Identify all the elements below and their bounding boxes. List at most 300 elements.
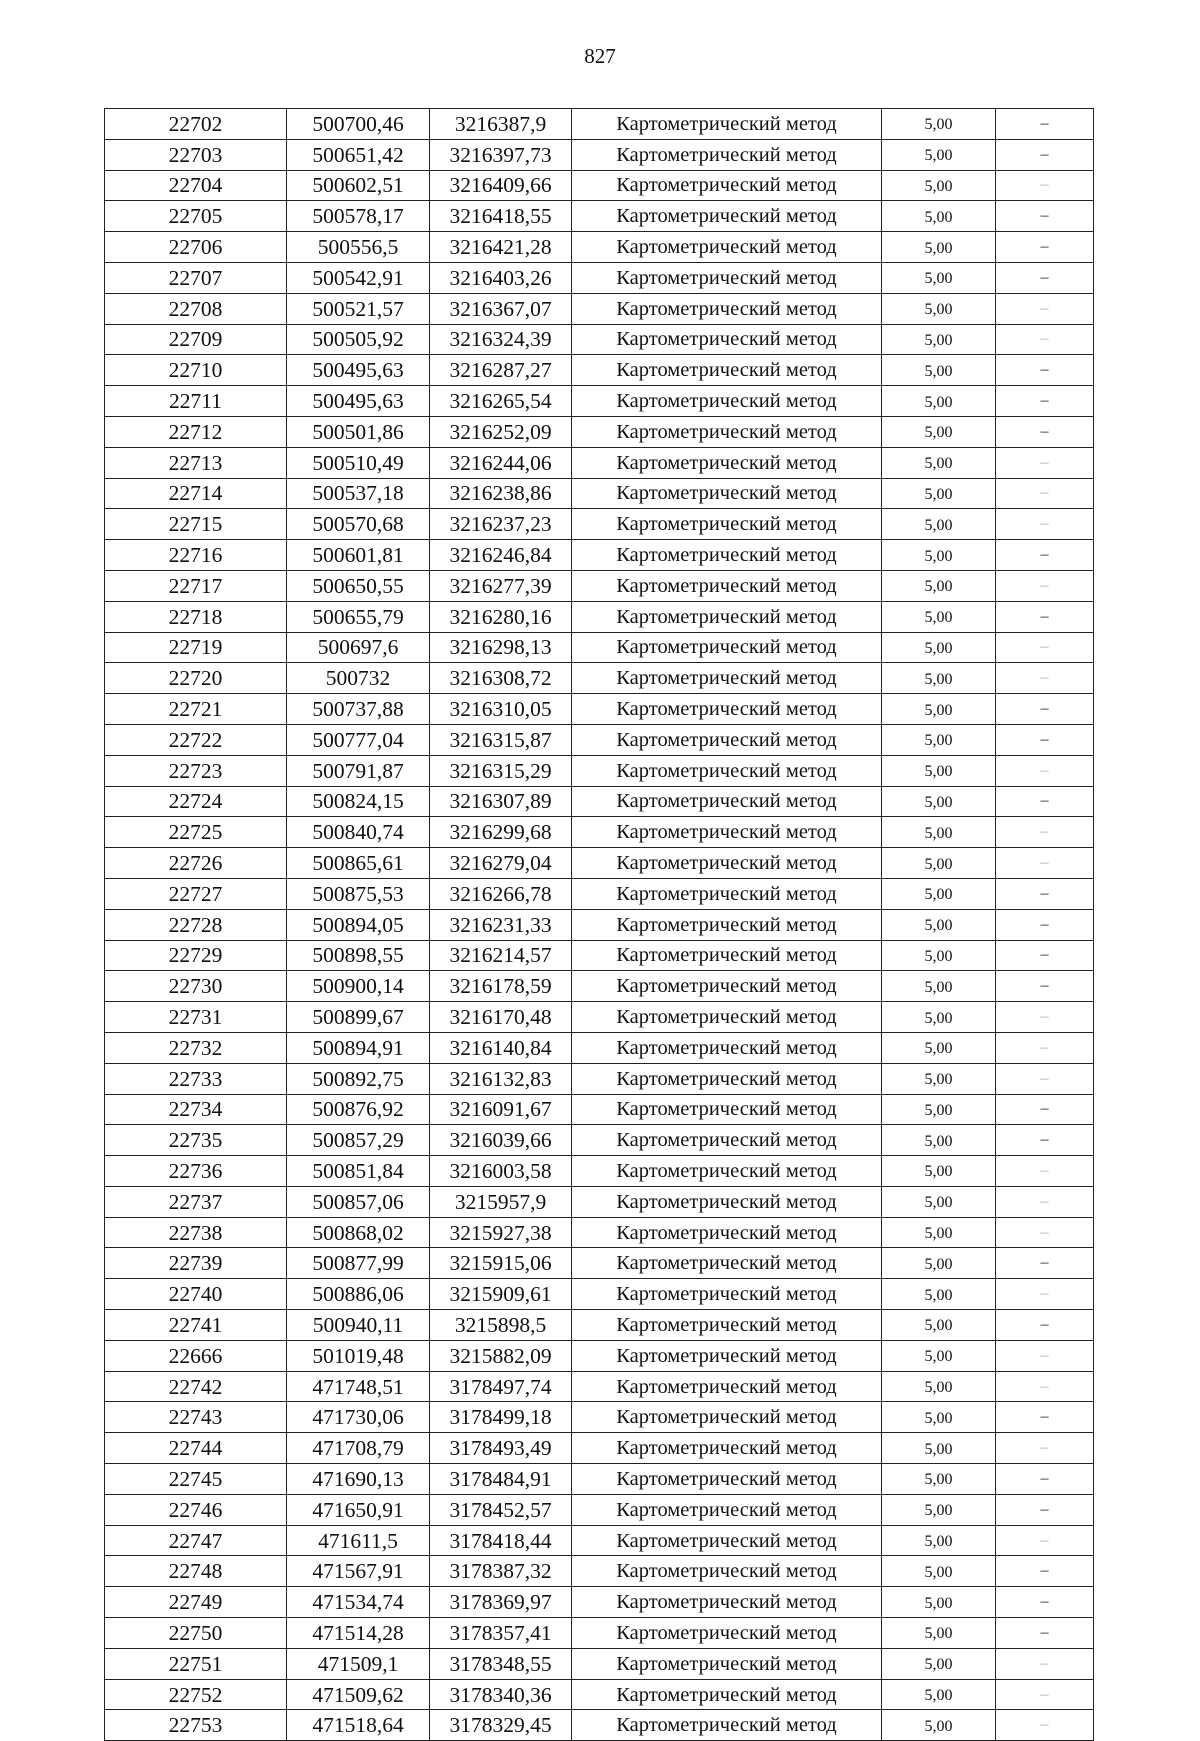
note-cell: – [996, 1679, 1094, 1710]
method-cell: Картометрический метод [572, 1310, 882, 1341]
method-cell: Картометрический метод [572, 971, 882, 1002]
table-row [105, 232, 1094, 263]
y-coordinate-cell: 3178418,44 [430, 1525, 572, 1556]
note-cell: – [996, 201, 1094, 232]
y-coordinate-cell: 3178348,55 [430, 1648, 572, 1679]
y-coordinate-cell: 3178329,45 [430, 1710, 572, 1741]
table-row [105, 817, 1094, 848]
y-coordinate-cell: 3216409,66 [430, 170, 572, 201]
x-coordinate-cell: 500900,14 [287, 971, 430, 1002]
point-number-cell: 22739 [105, 1248, 287, 1279]
error-cell: 5,00 [882, 1525, 996, 1556]
error-cell: 5,00 [882, 293, 996, 324]
error-cell: 5,00 [882, 1310, 996, 1341]
point-number-cell: 22744 [105, 1433, 287, 1464]
y-coordinate-cell: 3216238,86 [430, 478, 572, 509]
error-cell: 5,00 [882, 601, 996, 632]
table-row [105, 848, 1094, 879]
error-cell: 5,00 [882, 1402, 996, 1433]
table-row [105, 601, 1094, 632]
method-cell: Картометрический метод [572, 1217, 882, 1248]
note-cell: – [996, 940, 1094, 971]
method-cell: Картометрический метод [572, 1402, 882, 1433]
method-cell: Картометрический метод [572, 386, 882, 417]
point-number-cell: 22704 [105, 170, 287, 201]
note-cell: – [996, 632, 1094, 663]
table-row [105, 1464, 1094, 1495]
x-coordinate-cell: 500886,06 [287, 1279, 430, 1310]
method-cell: Картометрический метод [572, 540, 882, 571]
method-cell: Картометрический метод [572, 139, 882, 170]
x-coordinate-cell: 500651,42 [287, 139, 430, 170]
method-cell: Картометрический метод [572, 848, 882, 879]
point-number-cell: 22748 [105, 1556, 287, 1587]
page-number: 827 [584, 44, 616, 68]
point-number-cell: 22749 [105, 1587, 287, 1618]
method-cell: Картометрический метод [572, 570, 882, 601]
y-coordinate-cell: 3216324,39 [430, 324, 572, 355]
point-number-cell: 22725 [105, 817, 287, 848]
method-cell: Картометрический метод [572, 170, 882, 201]
error-cell: 5,00 [882, 1032, 996, 1063]
point-number-cell: 22707 [105, 262, 287, 293]
method-cell: Картометрический метод [572, 1186, 882, 1217]
x-coordinate-cell: 500851,84 [287, 1156, 430, 1187]
y-coordinate-cell: 3178499,18 [430, 1402, 572, 1433]
method-cell: Картометрический метод [572, 1679, 882, 1710]
table-row [105, 786, 1094, 817]
x-coordinate-cell: 500894,91 [287, 1032, 430, 1063]
point-number-cell: 22736 [105, 1156, 287, 1187]
point-number-cell: 22751 [105, 1648, 287, 1679]
x-coordinate-cell: 500655,79 [287, 601, 430, 632]
note-cell: – [996, 878, 1094, 909]
note-cell: – [996, 447, 1094, 478]
error-cell: 5,00 [882, 478, 996, 509]
x-coordinate-cell: 500697,6 [287, 632, 430, 663]
method-cell: Картометрический метод [572, 940, 882, 971]
method-cell: Картометрический метод [572, 755, 882, 786]
table-row [105, 355, 1094, 386]
table-row [105, 1494, 1094, 1525]
error-cell: 5,00 [882, 1556, 996, 1587]
table-row [105, 1186, 1094, 1217]
point-number-cell: 22726 [105, 848, 287, 879]
note-cell: – [996, 1032, 1094, 1063]
error-cell: 5,00 [882, 1433, 996, 1464]
x-coordinate-cell: 500824,15 [287, 786, 430, 817]
note-cell: – [996, 1464, 1094, 1495]
y-coordinate-cell: 3216307,89 [430, 786, 572, 817]
note-cell: – [996, 139, 1094, 170]
error-cell: 5,00 [882, 663, 996, 694]
error-cell: 5,00 [882, 940, 996, 971]
point-number-cell: 22724 [105, 786, 287, 817]
method-cell: Картометрический метод [572, 601, 882, 632]
note-cell: – [996, 909, 1094, 940]
method-cell: Картометрический метод [572, 878, 882, 909]
method-cell: Картометрический метод [572, 355, 882, 386]
point-number-cell: 22719 [105, 632, 287, 663]
table-row [105, 201, 1094, 232]
note-cell: – [996, 478, 1094, 509]
note-cell: – [996, 386, 1094, 417]
point-number-cell: 22737 [105, 1186, 287, 1217]
x-coordinate-cell: 501019,48 [287, 1340, 430, 1371]
x-coordinate-cell: 500732 [287, 663, 430, 694]
point-number-cell: 22714 [105, 478, 287, 509]
method-cell: Картометрический метод [572, 232, 882, 263]
note-cell: – [996, 755, 1094, 786]
method-cell: Картометрический метод [572, 201, 882, 232]
error-cell: 5,00 [882, 1618, 996, 1649]
note-cell: – [996, 232, 1094, 263]
point-number-cell: 22742 [105, 1371, 287, 1402]
note-cell: – [996, 1340, 1094, 1371]
x-coordinate-cell: 500940,11 [287, 1310, 430, 1341]
x-coordinate-cell: 500578,17 [287, 201, 430, 232]
method-cell: Картометрический метод [572, 1094, 882, 1125]
method-cell: Картометрический метод [572, 1340, 882, 1371]
y-coordinate-cell: 3215882,09 [430, 1340, 572, 1371]
method-cell: Картометрический метод [572, 817, 882, 848]
method-cell: Картометрический метод [572, 1156, 882, 1187]
x-coordinate-cell: 500602,51 [287, 170, 430, 201]
point-number-cell: 22706 [105, 232, 287, 263]
y-coordinate-cell: 3178357,41 [430, 1618, 572, 1649]
table-row [105, 1679, 1094, 1710]
error-cell: 5,00 [882, 755, 996, 786]
point-number-cell: 22732 [105, 1032, 287, 1063]
y-coordinate-cell: 3216266,78 [430, 878, 572, 909]
point-number-cell: 22715 [105, 509, 287, 540]
table-row [105, 663, 1094, 694]
table-row [105, 1125, 1094, 1156]
point-number-cell: 22721 [105, 694, 287, 725]
note-cell: – [996, 1525, 1094, 1556]
x-coordinate-cell: 500857,06 [287, 1186, 430, 1217]
point-number-cell: 22716 [105, 540, 287, 571]
y-coordinate-cell: 3178497,74 [430, 1371, 572, 1402]
method-cell: Картометрический метод [572, 632, 882, 663]
note-cell: – [996, 1402, 1094, 1433]
point-number-cell: 22702 [105, 109, 287, 140]
x-coordinate-cell: 471534,74 [287, 1587, 430, 1618]
method-cell: Картометрический метод [572, 694, 882, 725]
table-row [105, 1094, 1094, 1125]
point-number-cell: 22708 [105, 293, 287, 324]
error-cell: 5,00 [882, 971, 996, 1002]
x-coordinate-cell: 500501,86 [287, 416, 430, 447]
point-number-cell: 22712 [105, 416, 287, 447]
y-coordinate-cell: 3178452,57 [430, 1494, 572, 1525]
method-cell: Картометрический метод [572, 1125, 882, 1156]
y-coordinate-cell: 3215898,5 [430, 1310, 572, 1341]
table-row [105, 447, 1094, 478]
point-number-cell: 22727 [105, 878, 287, 909]
table-row [105, 1340, 1094, 1371]
point-number-cell: 22713 [105, 447, 287, 478]
note-cell: – [996, 1156, 1094, 1187]
x-coordinate-cell: 500570,68 [287, 509, 430, 540]
note-cell: – [996, 1125, 1094, 1156]
x-coordinate-cell: 500894,05 [287, 909, 430, 940]
y-coordinate-cell: 3215915,06 [430, 1248, 572, 1279]
note-cell: – [996, 817, 1094, 848]
method-cell: Картометрический метод [572, 909, 882, 940]
method-cell: Картометрический метод [572, 1464, 882, 1495]
error-cell: 5,00 [882, 386, 996, 417]
note-cell: – [996, 1618, 1094, 1649]
error-cell: 5,00 [882, 1248, 996, 1279]
table-row [105, 293, 1094, 324]
y-coordinate-cell: 3216310,05 [430, 694, 572, 725]
y-coordinate-cell: 3215909,61 [430, 1279, 572, 1310]
table-row [105, 940, 1094, 971]
table-row [105, 1587, 1094, 1618]
point-number-cell: 22729 [105, 940, 287, 971]
method-cell: Картометрический метод [572, 1710, 882, 1741]
note-cell: – [996, 293, 1094, 324]
y-coordinate-cell: 3216237,23 [430, 509, 572, 540]
y-coordinate-cell: 3216265,54 [430, 386, 572, 417]
table-row [105, 1402, 1094, 1433]
table-row [105, 755, 1094, 786]
point-number-cell: 22745 [105, 1464, 287, 1495]
y-coordinate-cell: 3216280,16 [430, 601, 572, 632]
error-cell: 5,00 [882, 1186, 996, 1217]
point-number-cell: 22723 [105, 755, 287, 786]
note-cell: – [996, 509, 1094, 540]
point-number-cell: 22703 [105, 139, 287, 170]
note-cell: – [996, 1494, 1094, 1525]
note-cell: – [996, 724, 1094, 755]
y-coordinate-cell: 3216244,06 [430, 447, 572, 478]
x-coordinate-cell: 500899,67 [287, 1002, 430, 1033]
error-cell: 5,00 [882, 1156, 996, 1187]
x-coordinate-cell: 500877,99 [287, 1248, 430, 1279]
error-cell: 5,00 [882, 509, 996, 540]
y-coordinate-cell: 3216315,87 [430, 724, 572, 755]
method-cell: Картометрический метод [572, 447, 882, 478]
y-coordinate-cell: 3178340,36 [430, 1679, 572, 1710]
table-row [105, 971, 1094, 1002]
method-cell: Картометрический метод [572, 1433, 882, 1464]
y-coordinate-cell: 3178484,91 [430, 1464, 572, 1495]
error-cell: 5,00 [882, 1648, 996, 1679]
y-coordinate-cell: 3216214,57 [430, 940, 572, 971]
y-coordinate-cell: 3216418,55 [430, 201, 572, 232]
error-cell: 5,00 [882, 1371, 996, 1402]
x-coordinate-cell: 471509,1 [287, 1648, 430, 1679]
x-coordinate-cell: 471730,06 [287, 1402, 430, 1433]
y-coordinate-cell: 3178387,32 [430, 1556, 572, 1587]
note-cell: – [996, 1186, 1094, 1217]
note-cell: – [996, 262, 1094, 293]
point-number-cell: 22740 [105, 1279, 287, 1310]
error-cell: 5,00 [882, 201, 996, 232]
y-coordinate-cell: 3216315,29 [430, 755, 572, 786]
y-coordinate-cell: 3216091,67 [430, 1094, 572, 1125]
point-number-cell: 22733 [105, 1063, 287, 1094]
x-coordinate-cell: 471690,13 [287, 1464, 430, 1495]
error-cell: 5,00 [882, 1494, 996, 1525]
error-cell: 5,00 [882, 909, 996, 940]
note-cell: – [996, 1310, 1094, 1341]
y-coordinate-cell: 3216231,33 [430, 909, 572, 940]
x-coordinate-cell: 500875,53 [287, 878, 430, 909]
note-cell: – [996, 416, 1094, 447]
point-number-cell: 22718 [105, 601, 287, 632]
x-coordinate-cell: 500857,29 [287, 1125, 430, 1156]
method-cell: Картометрический метод [572, 1371, 882, 1402]
coordinates-table-body [105, 109, 1094, 1741]
point-number-cell: 22746 [105, 1494, 287, 1525]
point-number-cell: 22720 [105, 663, 287, 694]
point-number-cell: 22711 [105, 386, 287, 417]
method-cell: Картометрический метод [572, 1525, 882, 1556]
table-row [105, 416, 1094, 447]
note-cell: – [996, 1433, 1094, 1464]
point-number-cell: 22743 [105, 1402, 287, 1433]
y-coordinate-cell: 3216387,9 [430, 109, 572, 140]
method-cell: Картометрический метод [572, 262, 882, 293]
method-cell: Картометрический метод [572, 324, 882, 355]
table-row [105, 324, 1094, 355]
x-coordinate-cell: 471518,64 [287, 1710, 430, 1741]
x-coordinate-cell: 471567,91 [287, 1556, 430, 1587]
y-coordinate-cell: 3215927,38 [430, 1217, 572, 1248]
note-cell: – [996, 109, 1094, 140]
y-coordinate-cell: 3216308,72 [430, 663, 572, 694]
x-coordinate-cell: 500892,75 [287, 1063, 430, 1094]
point-number-cell: 22753 [105, 1710, 287, 1741]
error-cell: 5,00 [882, 1002, 996, 1033]
y-coordinate-cell: 3216246,84 [430, 540, 572, 571]
method-cell: Картометрический метод [572, 786, 882, 817]
y-coordinate-cell: 3215957,9 [430, 1186, 572, 1217]
table-row [105, 170, 1094, 201]
note-cell: – [996, 570, 1094, 601]
method-cell: Картометрический метод [572, 509, 882, 540]
error-cell: 5,00 [882, 447, 996, 478]
y-coordinate-cell: 3216178,59 [430, 971, 572, 1002]
method-cell: Картометрический метод [572, 663, 882, 694]
table-row [105, 139, 1094, 170]
note-cell: – [996, 1248, 1094, 1279]
error-cell: 5,00 [882, 1063, 996, 1094]
table-row [105, 1710, 1094, 1741]
point-number-cell: 22738 [105, 1217, 287, 1248]
error-cell: 5,00 [882, 632, 996, 663]
error-cell: 5,00 [882, 1464, 996, 1495]
y-coordinate-cell: 3178369,97 [430, 1587, 572, 1618]
table-row [105, 1217, 1094, 1248]
note-cell: – [996, 1094, 1094, 1125]
method-cell: Картометрический метод [572, 478, 882, 509]
x-coordinate-cell: 500505,92 [287, 324, 430, 355]
x-coordinate-cell: 500868,02 [287, 1217, 430, 1248]
method-cell: Картометрический метод [572, 1248, 882, 1279]
y-coordinate-cell: 3216277,39 [430, 570, 572, 601]
note-cell: – [996, 324, 1094, 355]
table-row [105, 694, 1094, 725]
error-cell: 5,00 [882, 724, 996, 755]
point-number-cell: 22717 [105, 570, 287, 601]
x-coordinate-cell: 500840,74 [287, 817, 430, 848]
method-cell: Картометрический метод [572, 1002, 882, 1033]
method-cell: Картометрический метод [572, 1063, 882, 1094]
point-number-cell: 22750 [105, 1618, 287, 1649]
note-cell: – [996, 1371, 1094, 1402]
error-cell: 5,00 [882, 1217, 996, 1248]
point-number-cell: 22731 [105, 1002, 287, 1033]
error-cell: 5,00 [882, 109, 996, 140]
y-coordinate-cell: 3216367,07 [430, 293, 572, 324]
table-row [105, 109, 1094, 140]
point-number-cell: 22666 [105, 1340, 287, 1371]
x-coordinate-cell: 500542,91 [287, 262, 430, 293]
point-number-cell: 22722 [105, 724, 287, 755]
table-row [105, 1002, 1094, 1033]
table-row [105, 1618, 1094, 1649]
error-cell: 5,00 [882, 786, 996, 817]
table-row [105, 1156, 1094, 1187]
error-cell: 5,00 [882, 139, 996, 170]
note-cell: – [996, 786, 1094, 817]
point-number-cell: 22709 [105, 324, 287, 355]
method-cell: Картометрический метод [572, 1618, 882, 1649]
method-cell: Картометрический метод [572, 1648, 882, 1679]
x-coordinate-cell: 471509,62 [287, 1679, 430, 1710]
x-coordinate-cell: 500495,63 [287, 386, 430, 417]
note-cell: – [996, 1002, 1094, 1033]
note-cell: – [996, 1217, 1094, 1248]
error-cell: 5,00 [882, 324, 996, 355]
y-coordinate-cell: 3178493,49 [430, 1433, 572, 1464]
point-number-cell: 22710 [105, 355, 287, 386]
method-cell: Картометрический метод [572, 1494, 882, 1525]
note-cell: – [996, 1556, 1094, 1587]
method-cell: Картометрический метод [572, 293, 882, 324]
point-number-cell: 22741 [105, 1310, 287, 1341]
note-cell: – [996, 601, 1094, 632]
note-cell: – [996, 170, 1094, 201]
error-cell: 5,00 [882, 878, 996, 909]
note-cell: – [996, 848, 1094, 879]
table-row [105, 1556, 1094, 1587]
method-cell: Картометрический метод [572, 1556, 882, 1587]
x-coordinate-cell: 471611,5 [287, 1525, 430, 1556]
table-row [105, 909, 1094, 940]
y-coordinate-cell: 3216170,48 [430, 1002, 572, 1033]
note-cell: – [996, 1648, 1094, 1679]
x-coordinate-cell: 500510,49 [287, 447, 430, 478]
error-cell: 5,00 [882, 262, 996, 293]
note-cell: – [996, 355, 1094, 386]
x-coordinate-cell: 500700,46 [287, 109, 430, 140]
method-cell: Картометрический метод [572, 1279, 882, 1310]
method-cell: Картометрический метод [572, 1032, 882, 1063]
y-coordinate-cell: 3216132,83 [430, 1063, 572, 1094]
method-cell: Картометрический метод [572, 1587, 882, 1618]
y-coordinate-cell: 3216039,66 [430, 1125, 572, 1156]
note-cell: – [996, 663, 1094, 694]
table-row [105, 1433, 1094, 1464]
table-row [105, 478, 1094, 509]
note-cell: – [996, 1710, 1094, 1741]
point-number-cell: 22735 [105, 1125, 287, 1156]
